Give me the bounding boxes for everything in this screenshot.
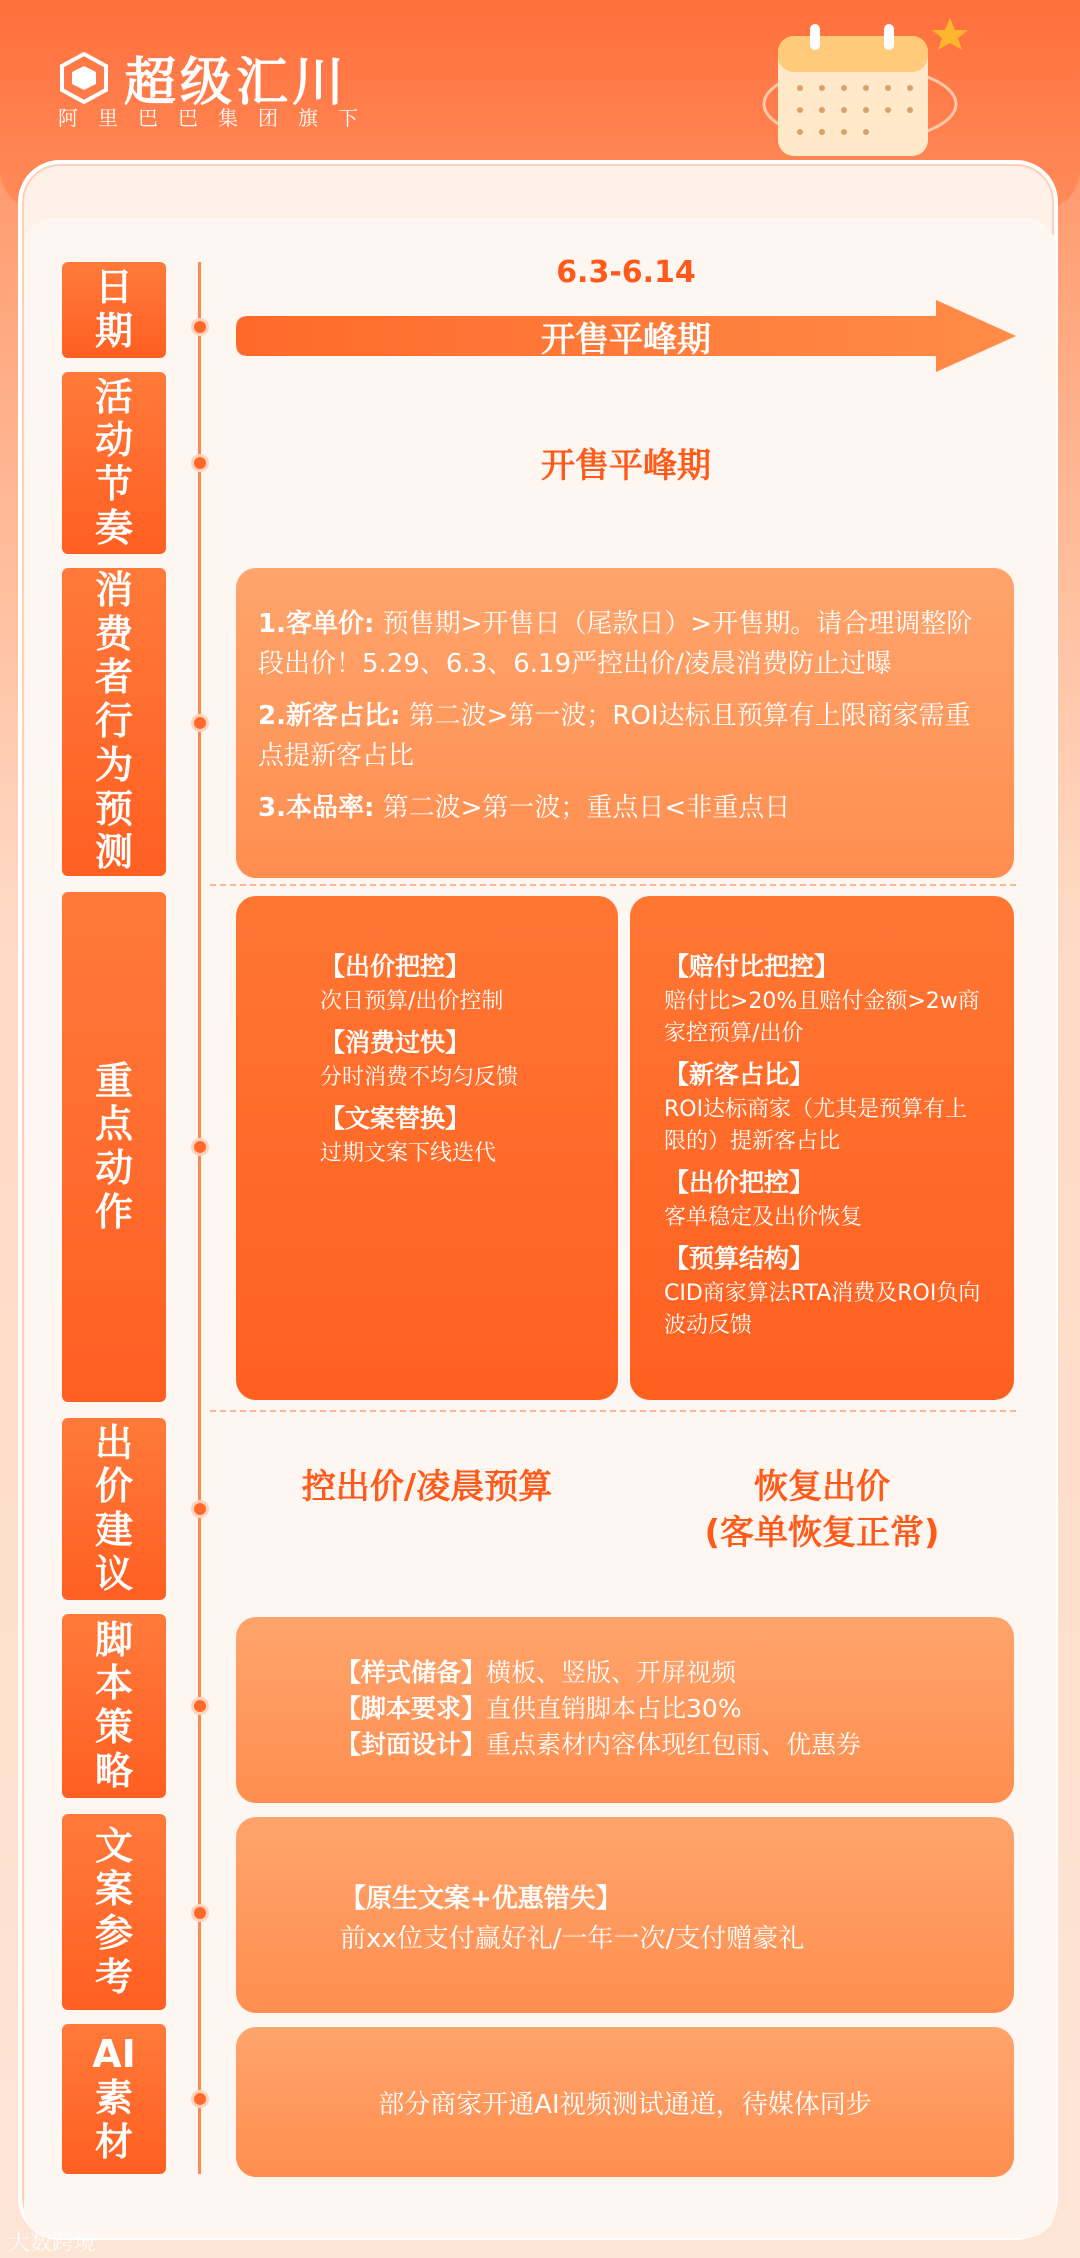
- timeline-dot: [191, 454, 209, 472]
- timeline-dot: [191, 714, 209, 732]
- actions-right-card: 【赔付比把控】 赔付比>20%且赔付金额>2w商家控预算/出价 【新客占比】 ROI达标商家（尤其是预算有上限的）提新客占比 【出价把控】 客单稳定及出价恢复 【预算结构】 CID商家算法RTA消费及ROI负向波动反馈: [630, 896, 1014, 1400]
- category-ai: AI素材: [62, 2024, 166, 2174]
- copy-card: [236, 1817, 1014, 2013]
- category-date: 日期: [62, 262, 166, 358]
- category-rhythm: 活动节奏: [62, 372, 166, 554]
- brand-name: 超级汇川: [124, 53, 349, 113]
- rhythm-label: 开售平峰期: [541, 446, 711, 486]
- bid-left: 控出价/凌晨预算: [301, 1467, 553, 1507]
- script-item: 【样式储备】横板、竖版、开屏视频: [336, 1658, 737, 1687]
- timeline-dot: [191, 2090, 209, 2108]
- copy-head: 【原生文案+优惠错失】: [340, 1884, 622, 1914]
- actions-left-card: 【出价把控】 次日预算/出价控制 【消费过快】 分时消费不均匀反馈 【文案替换】 过期文案下线迭代: [236, 896, 618, 1400]
- script-card: [236, 1617, 1014, 1803]
- bid-right: 恢复出价 (客单恢复正常): [704, 1467, 940, 1553]
- category-bid: 出价建议: [62, 1418, 166, 1600]
- divider: [210, 884, 1016, 886]
- ai-text: 部分商家开通AI视频测试通道，待媒体同步: [378, 2089, 872, 2120]
- brand-subtitle: 阿里巴巴集团旗下: [58, 106, 378, 130]
- timeline-dot: [191, 1697, 209, 1715]
- script-item: 【封面设计】重点素材内容体现红包雨、优惠券: [336, 1730, 862, 1759]
- watermark: 大数跨境: [8, 2231, 97, 2256]
- copy-text: 前xx位支付赢好礼/一年一次/支付赠豪礼: [340, 1924, 805, 1954]
- timeline-dot: [191, 1500, 209, 1518]
- category-script: 脚本策略: [62, 1614, 166, 1798]
- timeline-dot: [191, 318, 209, 336]
- category-behavior: 消费者行为预测: [62, 568, 166, 876]
- category-actions: 重点动作: [62, 892, 166, 1402]
- phase-label: 开售平峰期: [541, 319, 711, 360]
- script-item: 【脚本要求】直供直销脚本占比30%: [336, 1694, 742, 1723]
- behavior-card: [236, 568, 1014, 878]
- divider: [210, 1410, 1016, 1412]
- cube-logo-icon: [58, 52, 110, 104]
- timeline-dot: [191, 1138, 209, 1156]
- timeline-dot: [191, 1904, 209, 1922]
- timeline-line: [198, 262, 201, 2174]
- date-range: 6.3-6.14: [556, 255, 696, 290]
- behavior-item: 2.新客占比: 第二波>第一波；ROI达标且预算有上限商家需重点提新客占比: [258, 701, 971, 771]
- behavior-item: 1.客单价: 预售期>开售日（尾款日）>开售期。请合理调整阶段出价！5.29、6.3、6.19严控出价/凌晨消费防止过曝: [258, 609, 973, 679]
- ai-card: [236, 2027, 1014, 2177]
- category-copy: 文案参考: [62, 1814, 166, 2010]
- calendar-icon: [760, 18, 970, 168]
- behavior-item: 3.本品率: 第二波>第一波；重点日<非重点日: [258, 793, 791, 823]
